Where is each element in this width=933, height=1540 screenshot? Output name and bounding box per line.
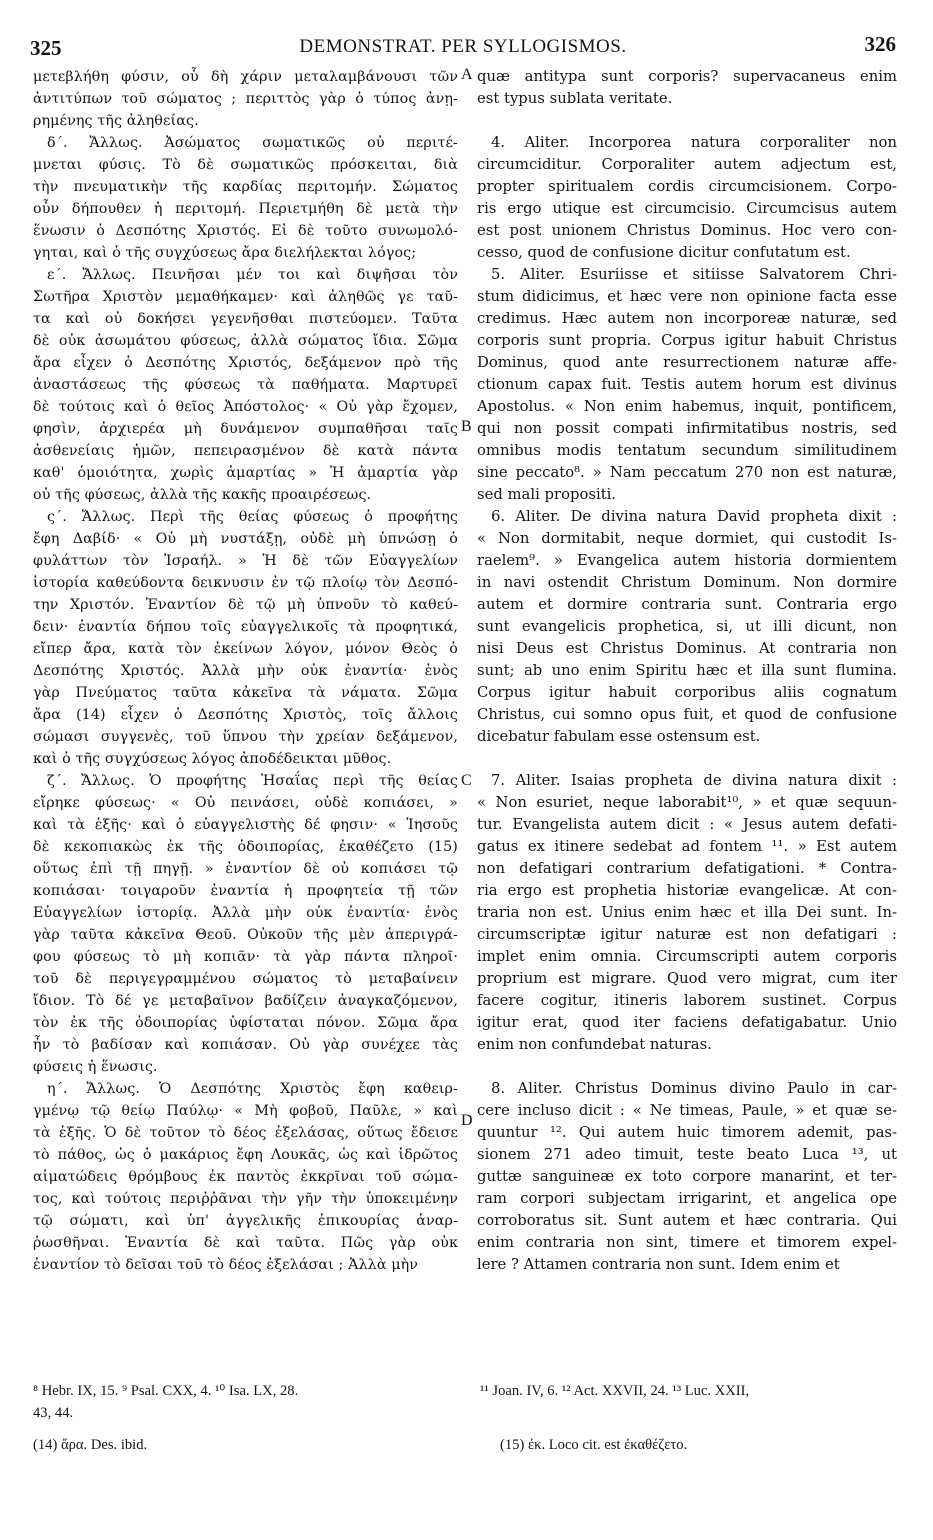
greek-column bbox=[33, 66, 458, 1276]
latin-text-line: Christus, cui somno opus fuit, et quod de confusione bbox=[477, 706, 897, 723]
greek-text-line: ἕνωσιν ὁ Δεσπότης Χριστός. Εἰ δὲ τοῦτο συνωμολό- bbox=[33, 223, 458, 239]
latin-text-line: ris ergo utique est circumcisio. Circumcisus autem bbox=[477, 200, 897, 217]
greek-text-line: μνεται φύσις. Τὸ δὲ σωματικῶς πρόσκειται, διὰ bbox=[33, 157, 458, 173]
latin-text-line: omnibus modis tentatum secundum similitudinem bbox=[477, 442, 897, 459]
latin-text-line: sunt evangelicis prophetica, si, ut illi dicunt, non bbox=[477, 618, 897, 635]
page-number-left: 325 bbox=[30, 36, 62, 60]
latin-column bbox=[477, 66, 897, 1276]
latin-text-line: « Non dormitabit, neque dormiet, qui custodit Is- bbox=[477, 530, 897, 547]
latin-text-line: propter spiritualem cordis circumcisionem. Corpo- bbox=[477, 178, 897, 195]
latin-text-line: cesso, quod de confusione dicitur confutatum est. bbox=[477, 244, 851, 261]
latin-text-line: implet enim omnia. Circumscripti autem corporis bbox=[477, 948, 897, 965]
latin-text-line: sionem 271 adeo timuit, teste beato Luca ¹³, ut bbox=[477, 1146, 897, 1163]
latin-text-line: sunt; ab uno enim Spiritu hæc et illa sunt flumina. bbox=[477, 662, 897, 679]
latin-text-line: 5. Aliter. Esuriisse et sitiisse Salvatorem Chri- bbox=[491, 266, 897, 283]
latin-text-line: 6. Aliter. De divina natura David propheta dixit : bbox=[491, 508, 897, 525]
latin-text-line: 4. Aliter. Incorporea natura corporaliter non bbox=[491, 134, 897, 151]
latin-text-line: facere cogitur, itineris laborem sustinet. Corpus bbox=[477, 992, 897, 1009]
latin-text-line: ria ergo est prophetia historiæ evangelicæ. At con- bbox=[477, 882, 897, 899]
greek-text-line: φύσεις ἡ ἕνωσις. bbox=[33, 1059, 158, 1075]
greek-text-line: ἦν τὸ βαδίσαν καὶ κοπιάσαν. Οὐ γὰρ συνέχεε τὰς bbox=[33, 1037, 458, 1053]
greek-text-line: τοῦ δὲ περιγεγραμμένου σώματος τὸ μεταβαίνειν bbox=[33, 971, 458, 987]
greek-text-line: Δεσπότης Χριστός. Ἀλλὰ μὴν οὐκ ἐναντία· ἑνὸς bbox=[33, 663, 458, 679]
footnotes-left bbox=[33, 1380, 458, 1424]
section-marker-b: B bbox=[461, 418, 472, 435]
latin-text-line: quæ antitypa sunt corporis? supervacaneus enim bbox=[477, 68, 897, 85]
greek-text-line: καὶ τὰ ἑξῆς· καὶ ὁ εὐαγγελιστὴς δέ φησιν· « Ἰησοῦς bbox=[33, 817, 458, 833]
greek-text-line: Σωτῆρα Χριστὸν μεμαθήκαμεν· καὶ ἀληθῶς γε ταῦ- bbox=[33, 289, 458, 305]
greek-text-line: οὖν δήπουθεν ἡ περιτομή. Περιετμήθη δὲ μετὰ τὴν bbox=[33, 201, 458, 217]
greek-text-line: σώμασι συγγενὲς, τοῦ ὕπνου τὴν χρείαν δεξάμενον, bbox=[33, 729, 458, 745]
latin-text-line: ram corpori subjectam irrigarint, et angelica ope bbox=[477, 1190, 897, 1207]
variant-note-14: (14) ἄρα. Des. ibid. bbox=[33, 1437, 148, 1453]
latin-text-line: cere incluso dicit : « Ne timeas, Paule, » et quæ se- bbox=[477, 1102, 897, 1119]
greek-text-line: ε΄. Ἄλλως. Πεινῆσαι μέν τοι καὶ διψῆσαι τὸν bbox=[47, 267, 458, 283]
latin-text-line: sine peccato⁸. » Nam peccatum 270 non est naturæ, bbox=[477, 464, 897, 481]
greek-text-line: αἱματώδεις θρόμβους ἐκ παντὸς ἐκκρῖναι τοῦ σώμα- bbox=[33, 1169, 458, 1185]
greek-text-line: ζ΄. Ἄλλως. Ὁ προφήτης Ἡσαΐας περὶ τῆς θείας bbox=[47, 773, 458, 789]
greek-text-line: η΄. Ἄλλως. Ὁ Δεσπότης Χριστὸς ἔφη καθειρ- bbox=[47, 1081, 458, 1097]
latin-text-line: circumciditur. Corporaliter autem adjectum est, bbox=[477, 156, 897, 173]
greek-text-line: τὸ πάθος, ὡς ὁ μακάριος ἔφη Λουκᾶς, ὡς καὶ ἱδρῶτος bbox=[33, 1147, 458, 1163]
greek-text-line: καθ' ὁμοιότητα, χωρὶς ἁμαρτίας » Ἡ ἁμαρτία γὰρ bbox=[33, 465, 458, 481]
latin-text-line: enim contraria non sint, timere et timorem expel- bbox=[477, 1234, 897, 1251]
greek-text-line: δὲ οὐκ ἀσωμάτου φύσεως, ἀλλὰ σώματος ἴδια. Σῶμα bbox=[33, 333, 458, 349]
greek-text-line: εἴρηκε φύσεως· « Οὐ πεινάσει, οὐδὲ κοπιάσει, » bbox=[33, 795, 458, 811]
latin-text-line: lere ? Attamen contraria non sunt. Idem enim et bbox=[477, 1256, 840, 1273]
greek-text-line: κοπιάσαι· τοιγαροῦν ἐναντία ἡ προφητεία τῇ τῶν bbox=[33, 883, 458, 899]
running-header bbox=[30, 32, 896, 66]
latin-text-line: ctionum capax fuit. Testis autem horum est divinus bbox=[477, 376, 897, 393]
greek-text-line: ῥωσθῆναι. Ἐναντία δὲ καὶ ταῦτα. Πῶς γὰρ οὐκ bbox=[33, 1235, 458, 1251]
greek-text-line: γμένῳ τῷ θείῳ Παύλῳ· « Μὴ φοβοῦ, Παῦλε, » καὶ bbox=[33, 1103, 458, 1119]
greek-text-line: γὰρ Πνεύματος ταῦτα κἀκεῖνα τὰ νάματα. Σῶμα bbox=[33, 685, 458, 701]
latin-text-line: nisi Deus est Christus Dominus. At contraria non bbox=[477, 640, 897, 657]
greek-text-line: τὸν ἐκ τῆς ὁδοιπορίας ὑφίσταται πόνον. Σῶμα ἄρα bbox=[33, 1015, 458, 1031]
latin-text-line bbox=[477, 1056, 897, 1078]
greek-text-line: τῷ σώματι, καὶ ὑπ' ἀγγελικῆς ἐπικουρίας ἀναρ- bbox=[33, 1213, 458, 1229]
greek-text-line: φυλάττων τὸν Ἰσραήλ. » Ἡ δὲ τῶν Εὐαγγελίων bbox=[33, 553, 458, 569]
latin-text-line: Dominus, quod ante resurrectionem naturæ affe- bbox=[477, 354, 897, 371]
latin-text-line: Corpus igitur habuit corporibus aliis cognatum bbox=[477, 684, 897, 701]
greek-text-line: καὶ ὁ τῆς συγχύσεως λόγος ἀποδέδεικται μῦθος. bbox=[33, 751, 392, 767]
section-marker-c: C bbox=[461, 772, 472, 789]
footnotes-right bbox=[480, 1380, 900, 1402]
latin-text-line: corroboratus sit. Sunt autem et hæc contraria. Qui bbox=[477, 1212, 897, 1229]
greek-text-line: ἀσθενείαις ἡμῶν, πεπειρασμένον δὲ κατὰ πάντα bbox=[33, 443, 458, 459]
running-title: DEMONSTRAT. PER SYLLOGISMOS. bbox=[299, 36, 627, 57]
latin-text-line: « Non esuriet, neque laborabit¹⁰, » et quæ sequun- bbox=[477, 794, 897, 811]
greek-text-line: Εὐαγγελίων ἱστορίᾳ. Ἀλλὰ μὴν οὐκ ἐναντία· ἑνὸς bbox=[33, 905, 458, 921]
latin-text-line: traria non est. Unius enim hæc et illa Dei sunt. In- bbox=[477, 904, 897, 921]
greek-text-line: δειν· ἐναντία δήπου τοῖς εὐαγγελικοῖς τὰ προφητικά, bbox=[33, 619, 458, 635]
greek-text-line: φησὶν, ἀρχιερέα μὴ δυνάμενον συμπαθῆσαι ταῖς bbox=[33, 421, 458, 437]
latin-text-line: 7. Aliter. Isaias propheta de divina natura dixit : bbox=[491, 772, 897, 789]
greek-text-line: οὐ τῆς φύσεως, ἀλλὰ τῆς κακῆς προαιρέσεως. bbox=[33, 487, 372, 503]
section-marker-d: D bbox=[461, 1112, 473, 1129]
greek-text-line: γὰρ ταῦτα κἀκεῖνα Θεοῦ. Οὐκοῦν τῆς μὲν ἀπεριγρά- bbox=[33, 927, 458, 943]
latin-text-line: circumscriptæ igitur naturæ est non defatigari : bbox=[477, 926, 897, 943]
latin-text-line: proprium est migrare. Quod vero migrat, cum iter bbox=[477, 970, 897, 987]
latin-text-line: est post unionem Christus Dominus. Hoc vero con- bbox=[477, 222, 897, 239]
latin-text-line: enim non confundebat naturas. bbox=[477, 1036, 712, 1053]
greek-text-line: ἀναστάσεως τῆς φύσεως τὰ παθήματα. Μαρτυρεῖ bbox=[33, 377, 458, 393]
latin-text-line: autem et dormire contraria sunt. Contraria ergo bbox=[477, 596, 897, 613]
greek-text-line: τος, καὶ τούτοις περιῤῥᾶναι τὴν γῆν τὴν ὑποκειμένην bbox=[33, 1191, 458, 1207]
footnote-line: ⁸ Hebr. IX, 15. ⁹ Psal. CXX, 4. ¹⁰ Isa. LX, 28. bbox=[33, 1383, 299, 1399]
latin-text-line: corporis sunt propria. Corpus igitur habuit Christus bbox=[477, 332, 897, 349]
footnote-line: ¹¹ Joan. IV, 6. ¹² Act. XXVII, 24. ¹³ Luc. XXII, bbox=[480, 1383, 750, 1399]
greek-text-line: τὴν πνευματικὴν τῆς καρδίας περιτομήν. Σώματος bbox=[33, 179, 458, 195]
latin-text-line: guttæ sanguineæ ex toto corpore manarint, et ter- bbox=[477, 1168, 897, 1185]
greek-text-line: εἴπερ ἄρα, κατὰ τὸν ἐκείνων λόγον, μόνον Θεὸς ὁ bbox=[33, 641, 458, 657]
greek-text-line: μετεβλήθη φύσιν, οὗ δὴ χάριν μεταλαμβάνουσι τῶν bbox=[33, 69, 458, 85]
greek-text-line: δὲ τούτοις καὶ ὁ θεῖος Ἀπόστολος· « Οὐ γὰρ ἔχομεν, bbox=[33, 399, 458, 415]
greek-text-line: ἱστορία καθεύδοντα δεικνυσιν ἐν τῷ πλοίῳ τὸν Δεσπό- bbox=[33, 575, 458, 591]
latin-text-line: Apostolus. « Non enim habemus, inquit, pontificem, bbox=[477, 398, 897, 415]
latin-text-line: sed mali propositi. bbox=[477, 486, 617, 503]
page-number-right: 326 bbox=[864, 32, 896, 56]
greek-text-line: ρημένης τῆς ἀληθείας. bbox=[33, 113, 199, 129]
greek-text-line: γηται, καὶ ὁ τῆς συγχύσεως ἄρα διελήλεκται λόγος; bbox=[33, 245, 417, 261]
section-marker-a: A bbox=[461, 66, 473, 83]
greek-text-line: ἴδιον. Τὸ δέ γε μεταβαῖνον βαδίζειν ἀναγκαζόμενον, bbox=[33, 993, 458, 1009]
greek-text-line: φου φύσεως τὸ μὴ κοπιᾶν· τὰ γὰρ πάντα πληροῖ· bbox=[33, 949, 458, 965]
greek-text-line: την Χριστόν. Ἐναντίον δὲ τῷ μὴ ὑπνοῦν τὸ καθεύ- bbox=[33, 597, 458, 613]
greek-text-line: ἄρα (14) εἶχεν ὁ Δεσπότης Χριστὸς, τοῖς ἄλλοις bbox=[33, 707, 458, 723]
latin-text-line: non defatigari contrarium defatigationi. * Contra- bbox=[477, 860, 897, 877]
latin-text-line bbox=[477, 748, 897, 770]
greek-text-line: τα καὶ οὐ δοκήσει γεγενῆσθαι πιστεύομεν. Ταῦτα bbox=[33, 311, 458, 327]
latin-text-line: tur. Evangelista autem dicit : « Jesus autem defati- bbox=[477, 816, 897, 833]
latin-text-line: qui non possit compati infirmitatibus nostris, sed bbox=[477, 420, 897, 437]
latin-text-line: gatus ex itinere sedebat ad fontem ¹¹. » Est autem bbox=[477, 838, 897, 855]
footnote-line: 43, 44. bbox=[33, 1405, 74, 1421]
variant-note-15: (15) ἐκ. Loco cit. est ἐκαθέζετο. bbox=[500, 1437, 688, 1453]
greek-text-line: δ΄. Ἄλλως. Ἀσώματος σωματικῶς οὐ περιτέ- bbox=[47, 135, 458, 151]
latin-text-line: in navi ostendit Christum Dominum. Non dormire bbox=[477, 574, 897, 591]
latin-text-line: credimus. Hæc autem non incorporeæ naturæ, sed bbox=[477, 310, 897, 327]
greek-text-line: ς΄. Ἄλλως. Περὶ τῆς θείας φύσεως ὁ προφήτης bbox=[47, 509, 458, 525]
greek-text-line: ἄρα εἶχεν ὁ Δεσπότης Χριστός, δεξάμενον πρὸ τῆς bbox=[33, 355, 458, 371]
latin-text-line: stum didicimus, et hæc vere non opinione facta esse bbox=[477, 288, 897, 305]
latin-text-line bbox=[477, 110, 897, 132]
greek-text-line: ἔφη Δαβίδ· « Οὐ μὴ νυστάξῃ, οὐδὲ μὴ ὑπνώσῃ ὁ bbox=[33, 531, 458, 547]
latin-text-line: igitur erat, quod iter faciens defatigabatur. Unio bbox=[477, 1014, 897, 1031]
greek-text-line: δὲ κεκοπιακὼς ἐκ τῆς ὁδοιπορίας, ἐκαθέζετο (15) bbox=[33, 839, 458, 855]
latin-text-line: raelem⁹. » Evangelica autem historia dormientem bbox=[477, 552, 897, 569]
greek-text-line: οὕτως ἐπὶ τῇ πηγῇ. » ἐναντίον δὲ οὐ κοπιάσει τῷ bbox=[33, 861, 458, 877]
latin-text-line: 8. Aliter. Christus Dominus divino Paulo in car- bbox=[491, 1080, 897, 1097]
greek-text-line: τὰ ἑξῆς. Ὁ δὲ τοῦτον τὸ δέος ἐξελάσας, οὕτως ἔδεισε bbox=[33, 1125, 458, 1141]
latin-text-line: est typus sublata veritate. bbox=[477, 90, 673, 107]
latin-text-line: dicebatur fabulam esse ostensum est. bbox=[477, 728, 761, 745]
greek-text-line: ἀντιτύπων τοῦ σώματος ; περιττὸς γὰρ ὁ τύπος ἀνῃ- bbox=[33, 91, 458, 107]
greek-text-line: ἐναντίον τὸ δεῖσαι τοῦ τὸ δέος ἐξελάσαι ; Ἀλλὰ μὴν bbox=[33, 1257, 419, 1273]
latin-text-line: quuntur ¹². Qui autem huic timorem ademit, pas- bbox=[477, 1124, 897, 1141]
